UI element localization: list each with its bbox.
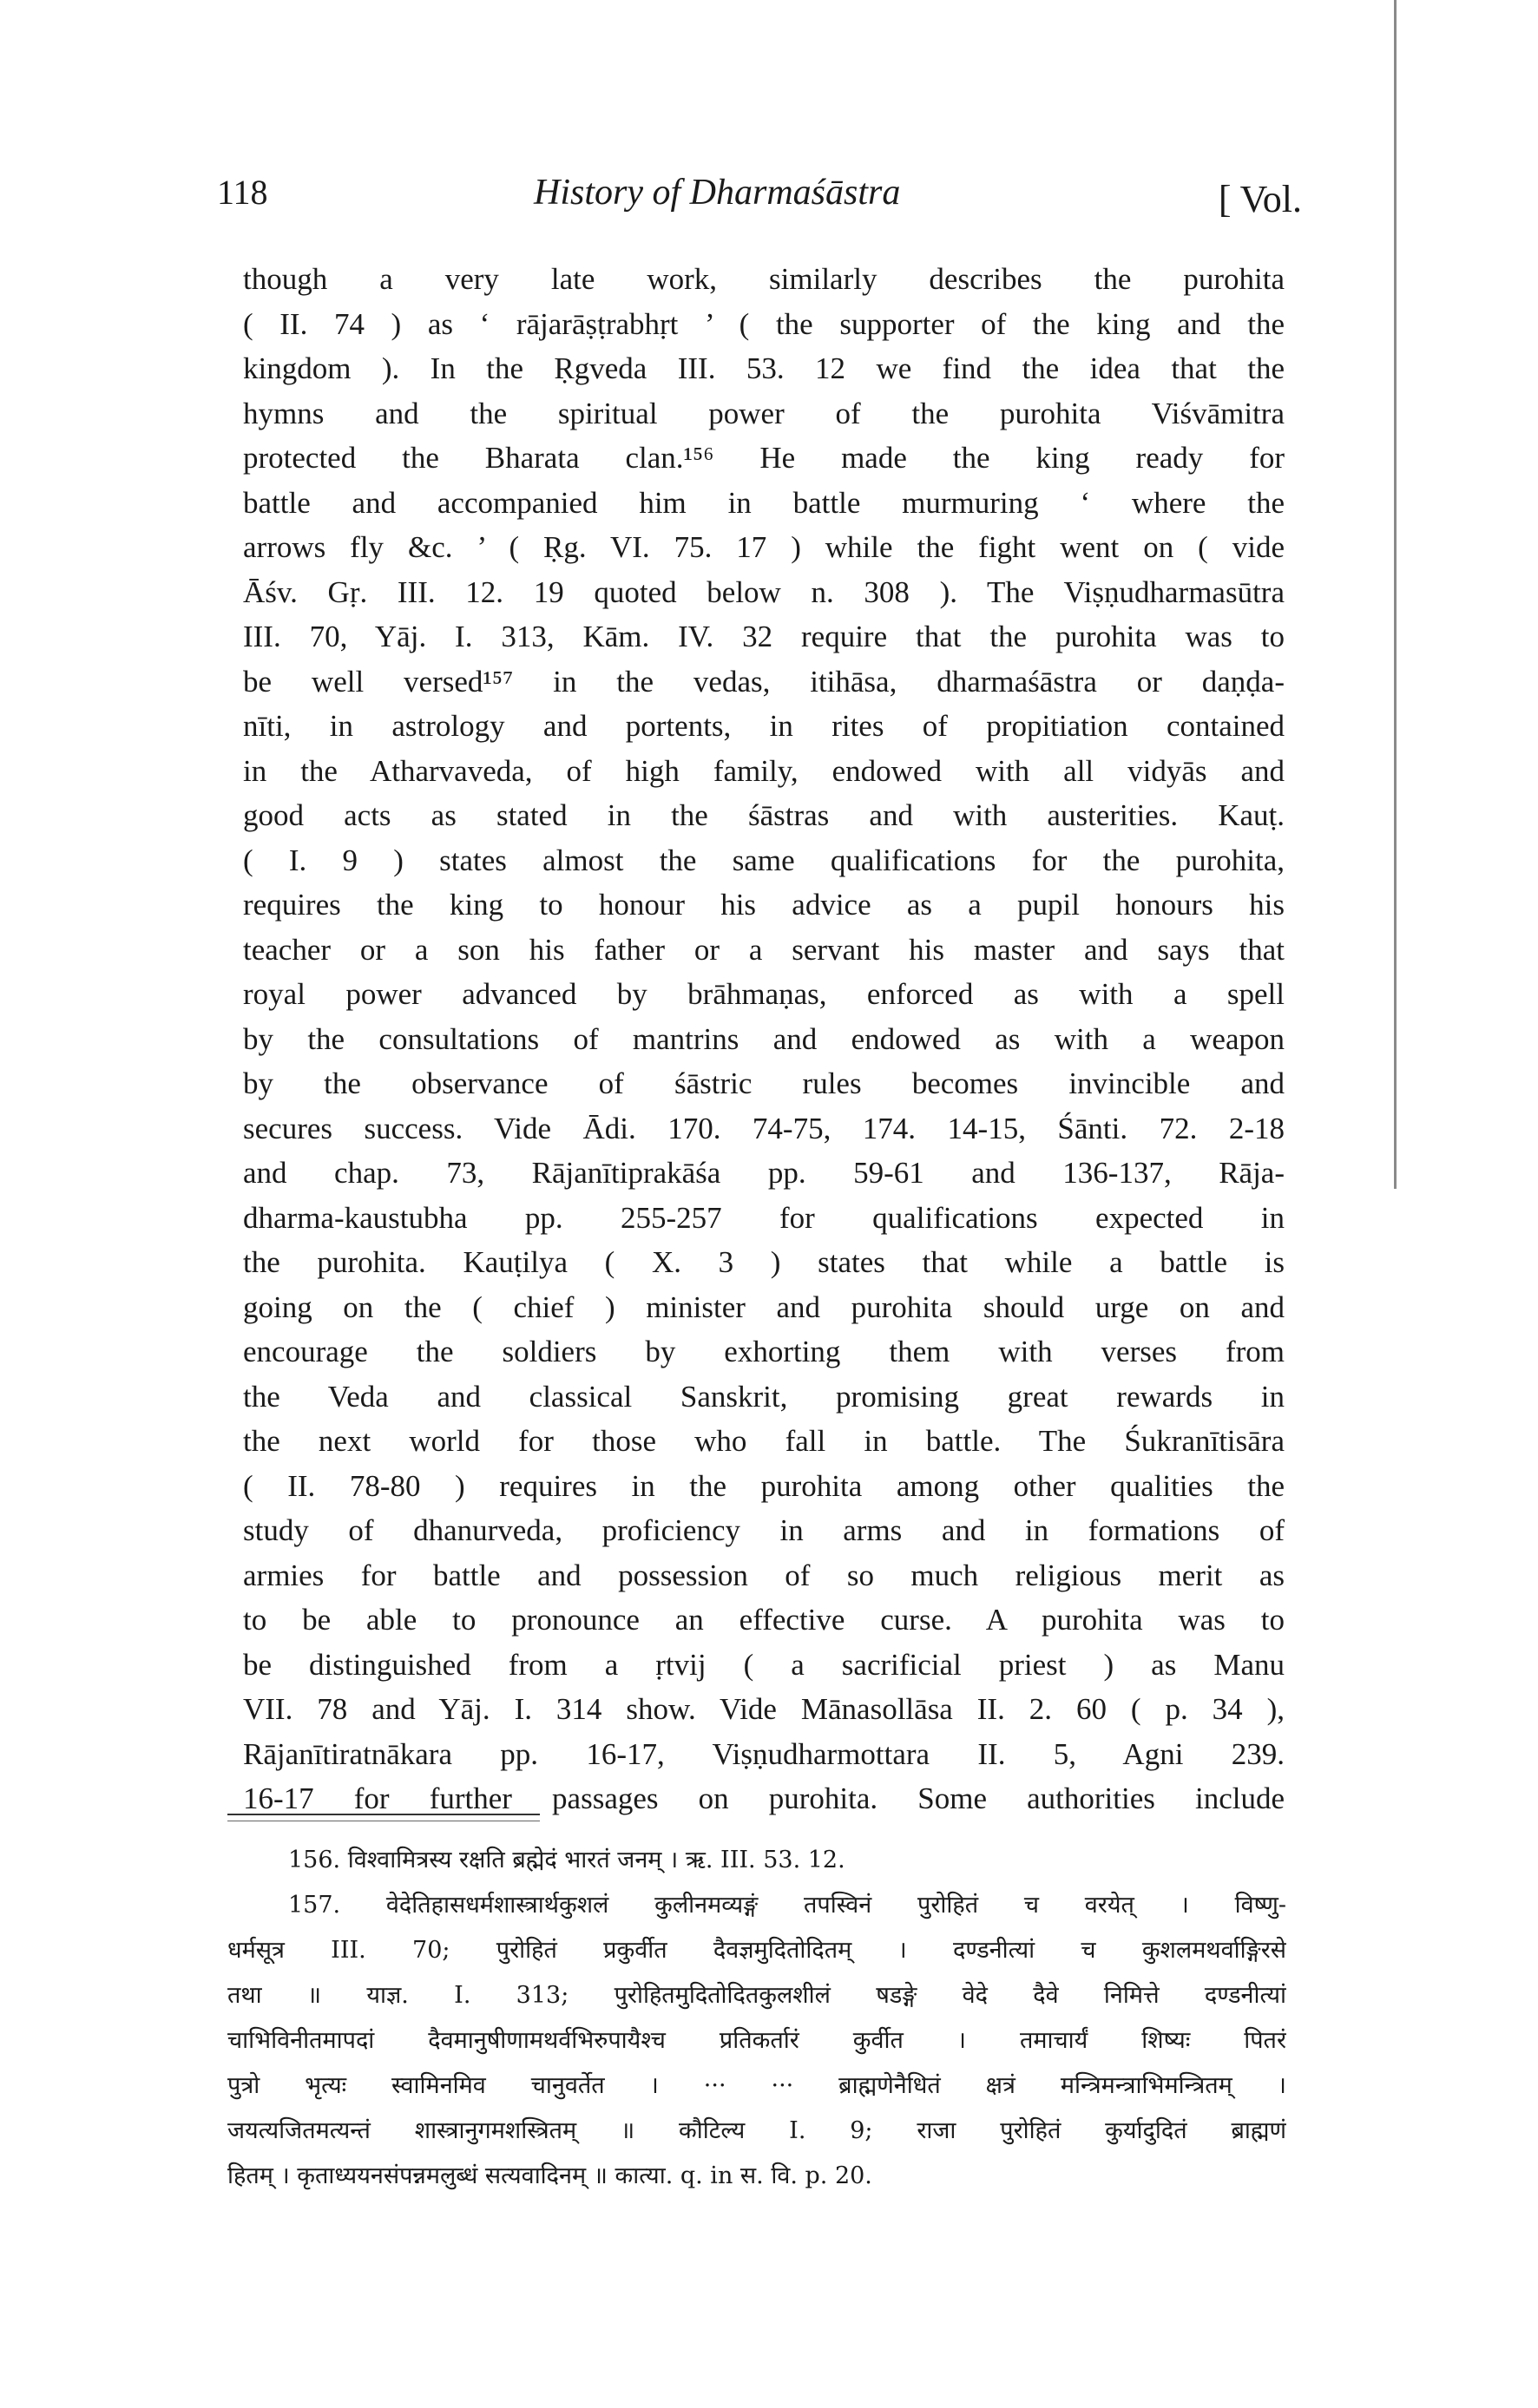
running-title: History of Dharmaśāstra [534,173,901,213]
text-line: III. 70, Yāj. I. 313, Kām. IV. 32 require that the purohita was to [243,620,1285,653]
footnote-157: 157. वेदेतिहासधर्मशास्त्रार्थकुशलं कुलीनमव्यङ्गं तपस्विनं पुरोहितं च वरयेत् । विष्णु- [288,1892,1286,1919]
text-line: going on the ( chief ) minister and purohita should urge on and [243,1289,1285,1324]
text-line: by the consultations of mantrins and endowed as with a weapon [243,1021,1285,1056]
page-edge-line [1394,0,1397,1189]
text-line: be distinguished from a ṛtvij ( a sacrificial priest ) as Manu [243,1647,1285,1682]
text-line: Rājanītiratnākara pp. 16-17, Viṣṇudharmottara II. 5, Agni 239. [243,1736,1285,1771]
footnote-line: धर्मसूत्र III. 70; पुरोहितं प्रकुर्वीत दैवज्ञमुदितोदितम् । दण्डनीत्यां च कुशलमथर्वाङ्गिरसे [227,1937,1286,1964]
text-line: and chap. 73, Rājanītiprakāśa pp. 59-61 and 136-137, Rāja- [243,1156,1285,1190]
text-line: 16-17 for further passages on purohita. Some authorities include [243,1781,1285,1815]
text-line: encourage the soldiers by exhorting them with verses from [243,1335,1285,1368]
footnote-line: तथा ॥ याज्ञ. I. 313; पुरोहितमुदितोदितकुलशीलं षडङ्गे वेदे दैवे निमित्ते दण्डनीत्यां [227,1982,1286,2009]
text-line: hymns and the spiritual power of the purohita Viśvāmitra [243,396,1285,430]
text-line: nīti, in astrology and portents, in rites of propitiation contained [243,709,1285,743]
text-line: royal power advanced by brāhmaṇas, enforced as with a spell [243,977,1285,1011]
text-line: requires the king to honour his advice as a pupil honours his [243,888,1285,922]
text-line: the purohita. Kauṭilya ( X. 3 ) states that while a battle is [243,1245,1285,1279]
text-line: the Veda and classical Sanskrit, promising great rewards in [243,1379,1285,1414]
footnotes [227,1838,1286,2199]
text-line: to be able to pronounce an effective curse. A purohita was to [243,1603,1285,1637]
text-line: ( I. 9 ) states almost the same qualifications for the purohita, [243,843,1285,877]
text-line: though a very late work, similarly describes the purohita [243,262,1285,296]
text-line: teacher or a son his father or a servant his master and says that [243,932,1285,967]
text-line: by the observance of śāstric rules becomes invincible and [243,1066,1285,1100]
footnote-156: 156. विश्वामित्रस्य रक्षति ब्रह्मेदं भारतं जनम् । ऋ. III. 53. 12. [288,1847,845,1873]
text-line: secures success. Vide Ādi. 170. 74-75, 174. 14-15, Śānti. 72. 2-18 [243,1111,1285,1145]
text-line: ( II. 78-80 ) requires in the purohita among other qualities the [243,1468,1285,1503]
page-number: 118 [217,173,268,212]
footnote-line: जयत्यजितमत्यन्तं शास्त्रानुगमशस्त्रितम् ॥ कौटिल्य I. 9; राजा पुरोहितं कुर्यादुदितं ब्राह्मणं [227,2117,1286,2144]
running-header [217,163,1302,233]
footnote-line: चाभिविनीतमापदां दैवमानुषीणामथर्वभिरुपायैश्च प्रतिकर्तारं कुर्वीत । तमाचार्यं शिष्यः पितरं [227,2027,1286,2054]
text-line: armies for battle and possession of so much religious merit as [243,1558,1285,1592]
footnote-line: हितम् । कृताध्ययनसंपन्नमलुब्धं सत्यवादिनम् ॥ कात्या. q. in स. वि. p. 20. [227,2162,872,2189]
body-text [243,257,1285,1821]
text-line: ( II. 74 ) as ‘ rājarāṣṭrabhṛt ’ ( the supporter of the king and the [243,306,1285,341]
text-line: dharma-kaustubha pp. 255-257 for qualifications expected in [243,1200,1285,1235]
text-line: the next world for those who fall in battle. The Śukranītisāra [243,1424,1285,1458]
text-line: battle and accompanied him in battle murmuring ‘ where the [243,485,1285,520]
text-line: arrows fly &c. ’ ( Ṛg. VI. 75. 17 ) while the fight went on ( vide [243,530,1285,564]
text-line: study of dhanurveda, proficiency in arms and in formations of [243,1513,1285,1547]
text-line: be well versed¹⁵⁷ in the vedas, itihāsa, dharmaśāstra or daṇḍa- [243,664,1285,699]
text-line: VII. 78 and Yāj. I. 314 show. Vide Mānasollāsa II. 2. 60 ( p. 34 ), [243,1692,1285,1726]
text-line: in the Atharvaveda, of high family, endowed with all vidyās and [243,753,1285,788]
text-line: kingdom ). In the Ṛgveda III. 53. 12 we find the idea that the [243,351,1285,385]
text-line: protected the Bharata clan.¹⁵⁶ He made the king ready for [243,441,1285,475]
footnote-line: पुत्रो भृत्यः स्वामिनमिव चानुवर्तेत । ··· ··· ब्राह्मणेनैधितं क्षत्रं मन्त्रिमन्त्राभिमन्त्रितम् । [227,2072,1286,2099]
text-line: Āśv. Gṛ. III. 12. 19 quoted below n. 308 ). The Viṣṇudharmasūtra [243,574,1285,609]
volume-mark: [ Vol. [1218,178,1302,220]
text-line: good acts as stated in the śāstras and with austerities. Kauṭ. [243,798,1285,832]
footnote-separator [227,1814,540,1815]
